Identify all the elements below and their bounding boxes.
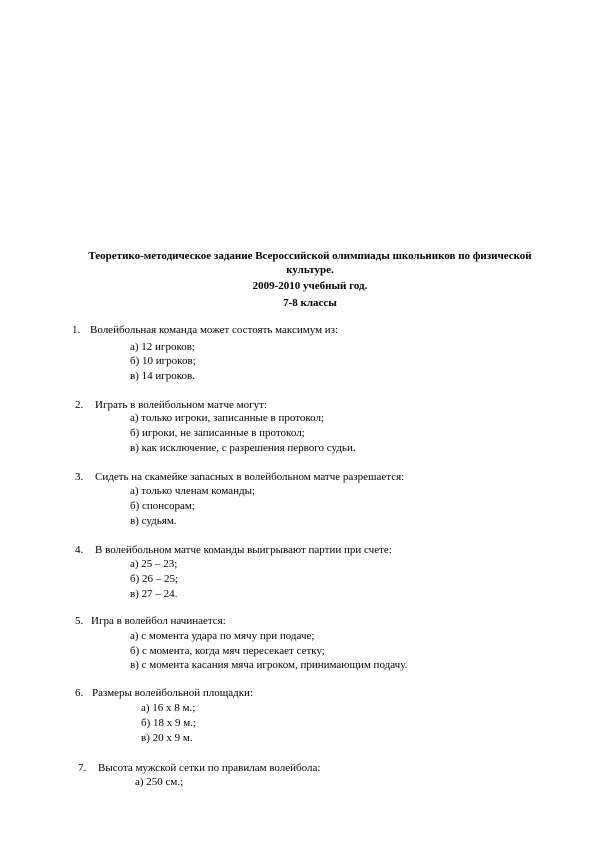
question-number: 1.: [72, 324, 81, 336]
question-text: Высота мужской сетки по правилам волейбола:: [98, 762, 321, 774]
answer-option: б) 26 – 25;: [130, 573, 179, 585]
answer-option: б) 10 игроков;: [130, 355, 196, 367]
grades-label: 7-8 классы: [283, 297, 337, 309]
answer-option: в) 14 игроков.: [130, 370, 195, 382]
question-number: 7.: [78, 762, 87, 774]
answer-option: а) только членам команды;: [130, 485, 256, 497]
answer-option: б) с момента, когда мяч пересекает сетку;: [130, 645, 325, 657]
document-title-line2: культуре.: [286, 264, 334, 276]
school-year: 2009-2010 учебный год.: [252, 280, 368, 292]
answer-option: а) 12 игроков;: [130, 341, 195, 353]
question-text: Играть в волейбольном матче могут:: [95, 399, 267, 411]
answer-option: в) 27 – 24.: [130, 588, 178, 600]
question-number: 4.: [75, 544, 84, 556]
answer-option: а) только игроки, записанные в протокол;: [130, 412, 325, 424]
answer-option: б) спонсорам;: [130, 500, 195, 512]
answer-option: а) 16 х 8 м.;: [141, 702, 196, 714]
answer-option: а) 250 см.;: [135, 776, 184, 788]
question-number: 2.: [75, 399, 84, 411]
question-number: 3.: [75, 471, 84, 483]
answer-option: а) 25 – 23;: [130, 558, 178, 570]
question-number: 5.: [75, 615, 84, 627]
answer-option: б) игроки, не записанные в протокол;: [130, 427, 305, 439]
question-text: Сидеть на скамейке запасных в волейбольном матче разрешается:: [95, 471, 405, 483]
answer-option: а) с момента удара по мячу при подаче;: [130, 630, 315, 642]
answer-option: в) 20 х 9 м.: [141, 732, 193, 744]
document-title-line1: Теоретико-методическое задание Всероссийской олимпиады школьников по физической: [88, 250, 532, 262]
answer-option: б) 18 х 9 м.;: [141, 717, 197, 729]
answer-option: в) судьям.: [130, 515, 177, 527]
answer-option: в) как исключение, с разрешения первого судьи.: [130, 442, 356, 454]
question-text: Игра в волейбол начинается:: [91, 615, 226, 627]
question-number: 6.: [75, 687, 84, 699]
question-text: В волейбольном матче команды выигрывают партии при счете:: [95, 544, 392, 556]
question-text: Волейбольная команда может состоять максимум из:: [90, 324, 339, 336]
question-text: Размеры волейбольной площадки:: [92, 687, 253, 699]
answer-option: в) с момента касания мяча игроком, принимающим подачу.: [130, 659, 408, 671]
